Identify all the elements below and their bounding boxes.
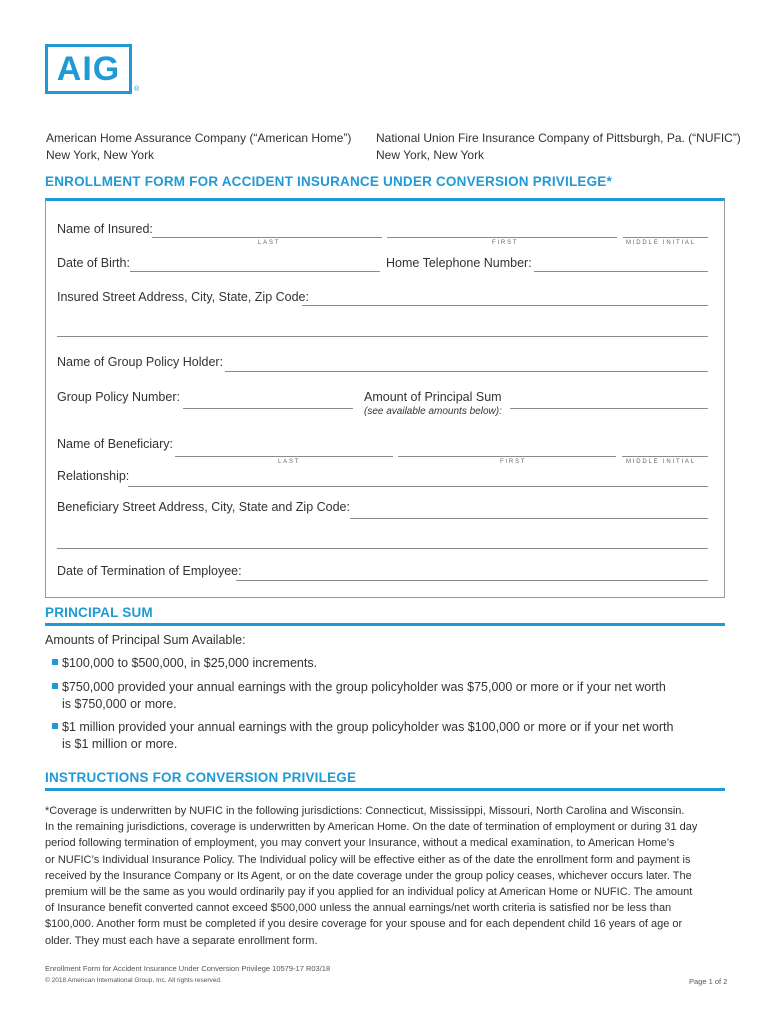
name-of-insured-label: Name of Insured: <box>57 222 153 236</box>
instructions-line: of Insurance benefit converted cannot exceed $500,000 unless the annual earnings/net worth criteria is satisfied nor be less than <box>45 902 672 915</box>
principal-sum-rule <box>45 623 725 626</box>
relationship-label: Relationship: <box>57 469 130 483</box>
beneficiary-address-field[interactable] <box>350 518 708 519</box>
page-number: Page 1 of 2 <box>689 977 728 986</box>
principal-sum-label: Amount of Principal Sum <box>364 390 502 404</box>
beneficiary-first-name-field[interactable] <box>398 456 616 457</box>
form-id-footer: Enrollment Form for Accident Insurance Under Conversion Privilege 10579-17 R03/18 <box>45 964 331 973</box>
date-of-birth-field[interactable] <box>130 271 380 272</box>
enrollment-form-title: ENROLLMENT FORM FOR ACCIDENT INSURANCE UNDER CONVERSION PRIVILEGE* <box>45 174 612 189</box>
bullet-icon <box>52 659 58 665</box>
principal-sum-field[interactable] <box>510 408 708 409</box>
sub-label-last: LAST <box>278 459 301 465</box>
beneficiary-address-field-line2[interactable] <box>57 548 708 549</box>
item-line: $1 million provided your annual earnings with the group policyholder was $100,000 or more or if your net worth <box>62 720 674 734</box>
company-nufic <box>376 130 741 164</box>
group-policy-number-label: Group Policy Number: <box>57 390 180 404</box>
sub-label-middle-initial: MIDDLE INITIAL <box>626 459 696 465</box>
instructions-title: INSTRUCTIONS FOR CONVERSION PRIVILEGE <box>45 770 357 785</box>
insured-middle-initial-field[interactable] <box>623 237 708 238</box>
principal-sum-item <box>62 679 702 713</box>
instructions-line: $100,000. Another form must be completed if you desire coverage for your spouse and for each dependent child 16 years of age or <box>45 918 683 931</box>
sub-label-last: LAST <box>258 240 281 246</box>
principal-sum-item <box>62 655 702 672</box>
company-name: American Home Assurance Company (“American Home”) <box>46 131 352 145</box>
insured-address-field-line2[interactable] <box>57 336 708 337</box>
company-city: New York, New York <box>376 148 485 162</box>
insured-first-name-field[interactable] <box>387 237 617 238</box>
insured-address-field[interactable] <box>302 305 708 306</box>
instructions-line: period following termination of employment, you may convert your Insurance, without a medical examination, to American Home’s <box>45 837 675 850</box>
group-policy-holder-label: Name of Group Policy Holder: <box>57 355 224 369</box>
group-policy-holder-field[interactable] <box>225 371 708 372</box>
company-city: New York, New York <box>46 148 155 162</box>
logo-registered-mark: ® <box>134 86 140 93</box>
principal-sum-item <box>62 719 702 753</box>
instructions-line: or NUFIC’s Individual Insurance Policy. The Individual policy will be effective either as of the date the enrollment form and payment is <box>45 853 691 866</box>
termination-date-field[interactable] <box>236 580 708 581</box>
item-line-continued: is $1 million or more. <box>62 737 178 751</box>
item-line: $100,000 to $500,000, in $25,000 increments. <box>62 656 318 670</box>
instructions-text <box>45 803 725 949</box>
instructions-line: premium will be the same as you would ordinarily pay if you applied for an individual policy at American Home or NUFIC. The amount <box>45 886 693 899</box>
instructions-line: *Coverage is underwritten by NUFIC in the following jurisdictions: Connecticut, Mississippi, Missouri, North Carolina and Wisconsin. <box>45 805 685 817</box>
logo-text: AIG <box>56 49 121 88</box>
insured-last-name-field[interactable] <box>152 237 382 238</box>
beneficiary-last-name-field[interactable] <box>175 456 393 457</box>
instructions-line: received by the Insurance Company or Its Agent, or on the date coverage under the group policy ceases, whichever occurs later. The <box>45 869 692 882</box>
termination-date-label: Date of Termination of Employee: <box>57 564 242 578</box>
principal-sum-title: PRINCIPAL SUM <box>45 605 153 620</box>
beneficiary-label: Name of Beneficiary: <box>57 437 174 451</box>
bullet-icon <box>52 683 58 689</box>
item-line-continued: is $750,000 or more. <box>62 697 177 711</box>
item-line: $750,000 provided your annual earnings with the group policyholder was $75,000 or more or if your net worth <box>62 680 666 694</box>
sub-label-first: FIRST <box>500 459 527 465</box>
sub-label-first: FIRST <box>492 240 519 246</box>
company-name: National Union Fire Insurance Company of Pittsburgh, Pa. (“NUFIC”) <box>376 131 741 145</box>
home-telephone-label: Home Telephone Number: <box>386 256 532 270</box>
company-american-home <box>46 130 351 164</box>
relationship-field[interactable] <box>128 486 708 487</box>
home-telephone-field[interactable] <box>534 271 708 272</box>
principal-sum-intro: Amounts of Principal Sum Available: <box>45 633 246 647</box>
principal-sum-hint: (see available amounts below): <box>364 406 502 417</box>
instructions-line: In the remaining jurisdictions, coverage is underwritten by American Home. On the date of termination of employment or during 31 day <box>45 821 698 834</box>
copyright-footer: © 2018 American International Group, Inc. All rights reserved. <box>45 977 222 984</box>
beneficiary-address-label: Beneficiary Street Address, City, State and Zip Code: <box>57 500 350 514</box>
instructions-rule <box>45 788 725 791</box>
group-policy-number-field[interactable] <box>183 408 353 409</box>
bullet-icon <box>52 723 58 729</box>
date-of-birth-label: Date of Birth: <box>57 256 130 270</box>
beneficiary-middle-initial-field[interactable] <box>622 456 708 457</box>
aig-logo <box>45 44 132 94</box>
insured-address-label: Insured Street Address, City, State, Zip Code: <box>57 290 309 304</box>
instructions-line: older. They must each have a separate enrollment form. <box>45 934 318 947</box>
sub-label-middle-initial: MIDDLE INITIAL <box>626 240 696 246</box>
